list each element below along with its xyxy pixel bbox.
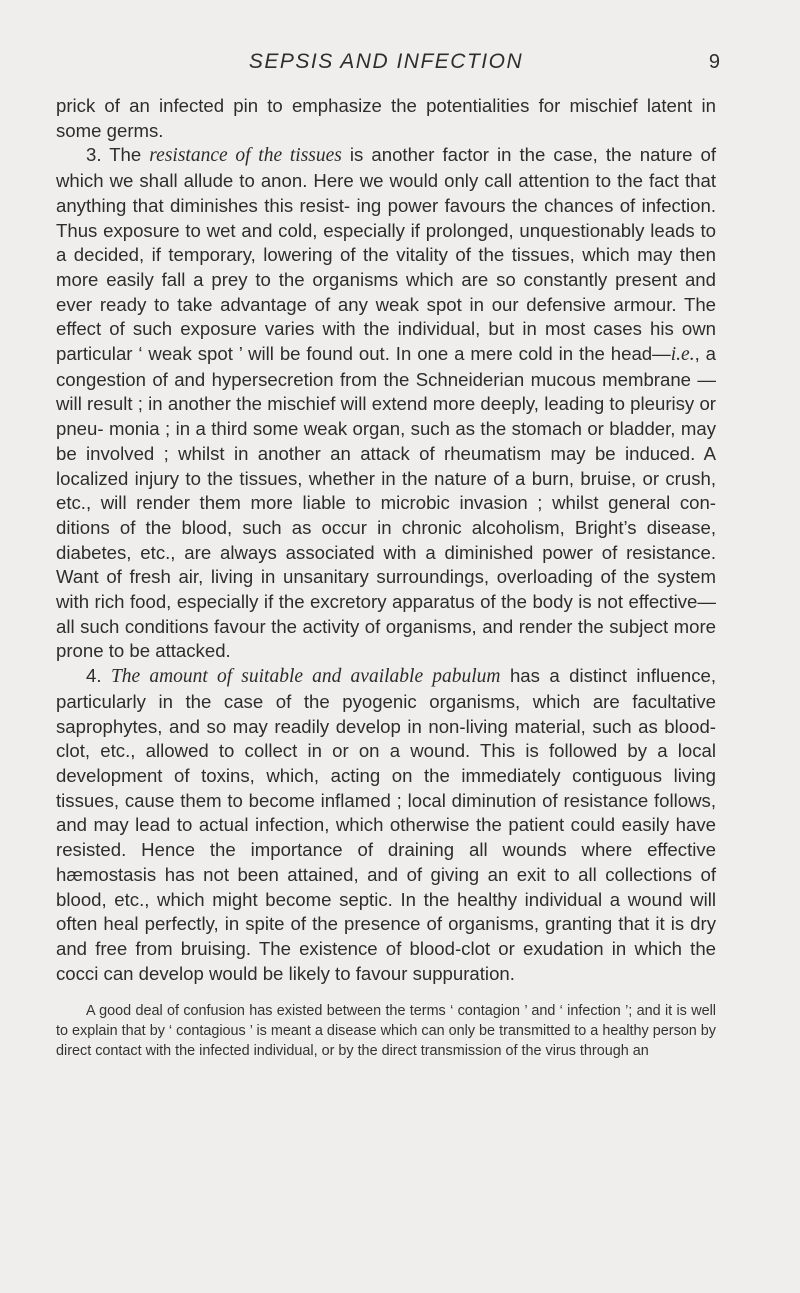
page-number: 9 xyxy=(708,51,720,73)
paragraph-4-title: The amount of suitable and available pabulum xyxy=(110,666,501,688)
book-page xyxy=(56,0,720,1075)
paragraph-3-text: is another factor in the case, the nature of which we shall allude to anon. Here we would only call attention to the fact that anything that diminishes this resist- ing power favours the chances of infection. Thus exposure to wet and cold, especially if prolonged, unquestionably leads to a decided, if temporary, lowering of the vitality of the tissues, which may then more easily fall a prey to the organisms which are so constantly present and ever ready to take advantage of any weak spot in our defensive armour. The effect of such exposure varies with the individual, but in most cases his own particular ‘ weak spot ’ will be found out. In one a mere cold in the head— xyxy=(56,144,717,365)
paragraph-4 xyxy=(56,664,716,986)
paragraph-3-ie: i.e. xyxy=(670,344,695,366)
footnote: A good deal of confusion has existed between the terms ‘ contagion ’ and ‘ infection ’; and it is well to explain that by ‘ contagious ’ is meant a disease which can only be transmitted to a healthy person by direct contact with the infected individual, or by the direct transmission of the virus through an xyxy=(56,1003,716,1059)
paragraph-3 xyxy=(56,143,716,664)
paragraph-intro: prick of an infected pin to emphasize the potentialities for mischief latent in some germs. xyxy=(56,95,716,141)
paragraph-4-text: has a distinct influence, particularly in the case of the pyogenic organisms, which are facultative saprophytes, and so may readily develop in non-living material, such as blood-clot, etc., allowed to collect in or on a wound. This is followed by a local development of toxins, which, acting on the immediately contiguous living tissues, cause them to become inflamed ; local diminution of resistance follows, and may lead to actual infection, which otherwise the patient could easily have resisted. Hence the importance of draining all wounds where effective hæmostasis has not been attained, and of giving an exit to all collections of blood, etc., which might become septic. In the healthy individual a wound will often heal perfectly, in spite of the presence of organisms, granting that it is dry and free from bruising. The existence of blood-clot or exudation in which the cocci can develop would be likely to favour suppuration. xyxy=(56,665,716,984)
paragraph-3-number: 3. The xyxy=(86,144,142,166)
body-text xyxy=(56,94,716,986)
paragraph-3-text-continued: , a congestion of and hypersecretion from the Schneiderian mucous membrane — will result ; in another the mischief will extend more deeply, leading to pleurisy or pneu- monia ; in a third some weak organ, such as the stomach or bladder, may be involved ; whilst in another an attack of rheumatism may be induced. A localized injury to the tissues, whether in the nature of a burn, bruise, or crush, etc., will render them more liable to microbic invasion ; whilst general con- ditions of the blood, such as occur in chronic alcoholism, Bright’s disease, diabetes, etc., are always associated with a diminished power of resistance. Want of fresh air, living in unsanitary surroundings, overloading of the system with rich food, especially if the excretory apparatus of the body is not effective—all such conditions favour the activity of organisms, and render the subject more prone to be attacked. xyxy=(56,343,716,662)
paragraph-4-number: 4. xyxy=(86,665,102,687)
page-header xyxy=(56,0,720,78)
paragraph-3-title: resistance of the tissues xyxy=(149,145,342,167)
running-head: SEPSIS AND INFECTION xyxy=(248,50,524,73)
